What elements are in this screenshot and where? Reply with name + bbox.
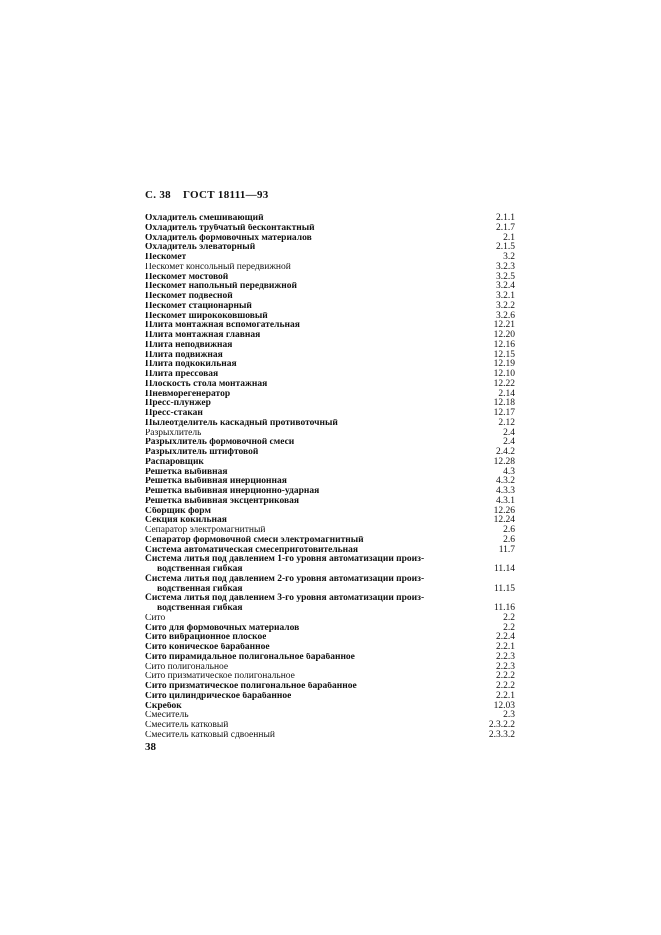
entry-term: Решетка выбивная инерционная bbox=[145, 477, 287, 487]
index-entry bbox=[145, 536, 515, 546]
entry-ref: 2.6 bbox=[503, 534, 515, 545]
entry-ref: 12.22 bbox=[493, 378, 515, 389]
entry-term: Скребок bbox=[145, 701, 182, 711]
index-entry bbox=[145, 253, 515, 263]
index-entry bbox=[145, 458, 515, 468]
entry-ref: 3.2 bbox=[503, 252, 515, 262]
entry-ref: 3.2.3 bbox=[496, 261, 515, 272]
index-entry bbox=[145, 273, 515, 283]
entry-ref: 12.19 bbox=[493, 359, 515, 370]
entry-term: Плита неподвижная bbox=[145, 340, 233, 350]
entry-term-line: водственная гибкая bbox=[157, 583, 243, 594]
entry-term: Пескомет ширококовшовый bbox=[145, 311, 268, 321]
entry-term: Охладитель трубчатый бесконтактный bbox=[145, 223, 315, 233]
entry-term: Сито для формовочных материалов bbox=[145, 623, 300, 633]
index-entry bbox=[145, 448, 515, 458]
entry-ref: 3.2.2 bbox=[496, 300, 515, 311]
standard-label: ГОСТ 18111—93 bbox=[182, 189, 269, 201]
index-entry bbox=[145, 331, 515, 341]
entry-term: Пескомет подвесной bbox=[145, 292, 233, 301]
index-entry bbox=[145, 380, 515, 390]
entry-ref: 12.03 bbox=[493, 700, 515, 711]
entry-term: Сито пирамидальное полигональное барабанное bbox=[145, 652, 355, 662]
index-entry bbox=[145, 312, 515, 322]
index-entry bbox=[145, 594, 515, 614]
index-entry bbox=[145, 507, 515, 517]
entry-term: Пескомет консольный передвижной bbox=[145, 262, 291, 272]
entry-term: Пневморегенератор bbox=[145, 389, 231, 399]
entry-ref: 3.2.6 bbox=[496, 310, 515, 321]
index-entry bbox=[145, 633, 515, 643]
entry-term: Пескомет стационарный bbox=[145, 301, 252, 311]
term-index bbox=[145, 214, 515, 741]
index-entry bbox=[145, 672, 515, 682]
entry-ref: 12.17 bbox=[493, 408, 515, 418]
entry-term: Разрыхлитель формовочной смеси bbox=[145, 438, 295, 448]
entry-term: Смеситель катковый сдвоенный bbox=[145, 730, 275, 740]
index-entry bbox=[145, 370, 515, 380]
index-entry bbox=[145, 243, 515, 253]
page-label: С. 38 bbox=[145, 189, 171, 201]
entry-term bbox=[145, 555, 445, 575]
entry-ref: 2.4.2 bbox=[496, 447, 515, 457]
entry-term: Сито призматическое полигональное bbox=[145, 672, 295, 682]
entry-term: Решетка выбивная bbox=[145, 467, 228, 477]
entry-ref: 3.2.4 bbox=[496, 281, 515, 292]
entry-term bbox=[145, 594, 445, 614]
page-header bbox=[145, 189, 269, 201]
index-entry bbox=[145, 497, 515, 507]
entry-term: Решетка выбивная инерционно-ударная bbox=[145, 487, 320, 496]
entry-ref: 2.2.2 bbox=[496, 681, 515, 691]
index-entry bbox=[145, 438, 515, 448]
entry-term: Разрыхлитель bbox=[145, 428, 202, 438]
entry-term: Охладитель элеваторный bbox=[145, 243, 256, 253]
index-entry bbox=[145, 321, 515, 331]
entry-ref: 2.4 bbox=[503, 427, 515, 438]
entry-term: Пескомет bbox=[145, 253, 187, 262]
entry-ref: 4.3.2 bbox=[496, 476, 515, 487]
entry-term: Сито цилиндрическое барабанное bbox=[145, 691, 292, 701]
index-entry bbox=[145, 575, 515, 595]
entry-ref: 2.1.7 bbox=[496, 222, 515, 233]
index-entry bbox=[145, 516, 515, 526]
entry-ref: 12.24 bbox=[493, 515, 515, 526]
entry-term: Сито призматическое полигональное барабанное bbox=[145, 682, 357, 691]
entry-term-line: водственная гибкая bbox=[157, 564, 243, 574]
entry-term-line: водственная гибкая bbox=[157, 603, 243, 613]
entry-term: Пресс-плунжер bbox=[145, 399, 211, 409]
entry-term: Сито коническое барабанное bbox=[145, 643, 270, 652]
entry-term: Сепаратор электромагнитный bbox=[145, 526, 266, 535]
entry-ref: 11.7 bbox=[498, 544, 515, 555]
entry-ref: 4.3.1 bbox=[496, 495, 515, 506]
entry-ref: 12.26 bbox=[493, 505, 515, 516]
entry-ref: 4.3 bbox=[503, 466, 515, 477]
entry-term: Плита монтажная вспомогательная bbox=[145, 321, 300, 331]
entry-ref: 12.28 bbox=[493, 456, 515, 467]
index-entry bbox=[145, 682, 515, 692]
entry-ref: 3.2.1 bbox=[496, 291, 515, 301]
entry-term: Сито полигональное bbox=[145, 662, 229, 672]
index-entry bbox=[145, 624, 515, 634]
entry-ref: 2.2.4 bbox=[496, 632, 515, 643]
index-entry bbox=[145, 487, 515, 497]
index-entry bbox=[145, 702, 515, 712]
entry-term: Пескомет мостовой bbox=[145, 272, 229, 282]
index-entry bbox=[145, 341, 515, 351]
entry-ref: 2.2 bbox=[503, 612, 515, 623]
entry-term: Секция кокильная bbox=[145, 516, 227, 526]
index-entry bbox=[145, 614, 515, 624]
index-entry bbox=[145, 302, 515, 312]
index-entry bbox=[145, 692, 515, 702]
entry-term: Плита прессовая bbox=[145, 370, 219, 379]
entry-term-line: Система литья под давлением 3-го уровня автоматизации произ- bbox=[145, 593, 425, 604]
index-entry bbox=[145, 282, 515, 292]
entry-ref: 12.16 bbox=[493, 339, 515, 350]
entry-ref: 2.2.2 bbox=[496, 671, 515, 682]
entry-term-line: Система литья под давлением 2-го уровня автоматизации произ- bbox=[145, 573, 425, 584]
entry-ref: 11.16 bbox=[493, 603, 515, 613]
entry-ref: 4.3.3 bbox=[496, 486, 515, 496]
entry-ref: 2.12 bbox=[498, 417, 515, 428]
entry-term: Разрыхлитель штифтовой bbox=[145, 448, 259, 457]
entry-ref: 2.1 bbox=[503, 232, 515, 243]
entry-ref: 2.3.2.2 bbox=[488, 720, 515, 730]
entry-term: Распаровщик bbox=[145, 457, 204, 467]
index-entry bbox=[145, 653, 515, 663]
entry-term: Сепаратор формовочной смеси электромагнитный bbox=[145, 535, 364, 545]
entry-term: Охладитель формовочных материалов bbox=[145, 233, 312, 243]
entry-term: Пресс-стакан bbox=[145, 409, 203, 418]
entry-ref: 2.4 bbox=[503, 437, 515, 448]
index-entry bbox=[145, 399, 515, 409]
entry-ref: 11.15 bbox=[493, 583, 515, 594]
entry-term-line: Система литья под давлением 1-го уровня автоматизации произ- bbox=[145, 554, 425, 565]
index-entry bbox=[145, 429, 515, 439]
entry-term: Сито вибрационное плоское bbox=[145, 633, 267, 643]
entry-ref: 12.15 bbox=[493, 349, 515, 360]
index-entry bbox=[145, 390, 515, 400]
entry-ref: 12.20 bbox=[493, 330, 515, 340]
entry-ref: 2.6 bbox=[503, 525, 515, 535]
index-entry bbox=[145, 224, 515, 234]
index-entry bbox=[145, 555, 515, 575]
entry-term: Смеситель bbox=[145, 711, 189, 721]
entry-ref: 2.14 bbox=[498, 388, 515, 399]
index-entry bbox=[145, 409, 515, 419]
entry-ref: 2.2.3 bbox=[496, 661, 515, 672]
entry-ref: 2.3.3.2 bbox=[488, 729, 515, 740]
entry-term: Плита подкокильная bbox=[145, 360, 237, 370]
entry-ref: 2.2.3 bbox=[496, 651, 515, 662]
index-entry bbox=[145, 711, 515, 721]
entry-ref: 2.1.1 bbox=[496, 213, 515, 223]
entry-term: Система автоматическая смесеприготовительная bbox=[145, 545, 359, 555]
entry-ref: 2.2 bbox=[503, 622, 515, 633]
index-entry bbox=[145, 477, 515, 487]
entry-term: Охладитель смешивающий bbox=[145, 214, 264, 223]
entry-term: Плита подвижная bbox=[145, 350, 223, 360]
entry-ref: 12.18 bbox=[493, 398, 515, 409]
entry-term: Плита монтажная главная bbox=[145, 331, 261, 340]
index-entry bbox=[145, 731, 515, 741]
index-entry bbox=[145, 663, 515, 673]
index-entry bbox=[145, 643, 515, 653]
entry-term bbox=[145, 575, 445, 595]
entry-ref: 3.2.5 bbox=[496, 271, 515, 282]
index-entry bbox=[145, 263, 515, 273]
entry-ref: 12.10 bbox=[493, 369, 515, 379]
entry-term: Решетка выбивная эксцентриковая bbox=[145, 496, 300, 506]
entry-ref: 2.2.1 bbox=[496, 642, 515, 652]
entry-term: Сито bbox=[145, 613, 166, 623]
entry-ref: 2.3 bbox=[503, 710, 515, 721]
entry-term: Сборщик форм bbox=[145, 506, 211, 516]
entry-ref: 2.2.1 bbox=[496, 690, 515, 701]
entry-term: Плоскость стола монтажная bbox=[145, 379, 268, 389]
entry-ref: 2.1.5 bbox=[496, 242, 515, 253]
entry-ref: 12.21 bbox=[493, 320, 515, 331]
index-entry bbox=[145, 234, 515, 244]
index-entry bbox=[145, 419, 515, 429]
index-entry bbox=[145, 721, 515, 731]
index-entry bbox=[145, 468, 515, 478]
entry-term: Смеситель катковый bbox=[145, 721, 229, 730]
index-entry bbox=[145, 292, 515, 302]
index-entry bbox=[145, 214, 515, 224]
index-entry bbox=[145, 526, 515, 536]
entry-term: Пескомет напольный передвижной bbox=[145, 282, 297, 292]
entry-term: Пылеотделитель каскадный противоточный bbox=[145, 418, 338, 428]
page-number: 38 bbox=[145, 741, 156, 753]
index-entry bbox=[145, 360, 515, 370]
entry-ref: 11.14 bbox=[493, 564, 515, 574]
index-entry bbox=[145, 351, 515, 361]
